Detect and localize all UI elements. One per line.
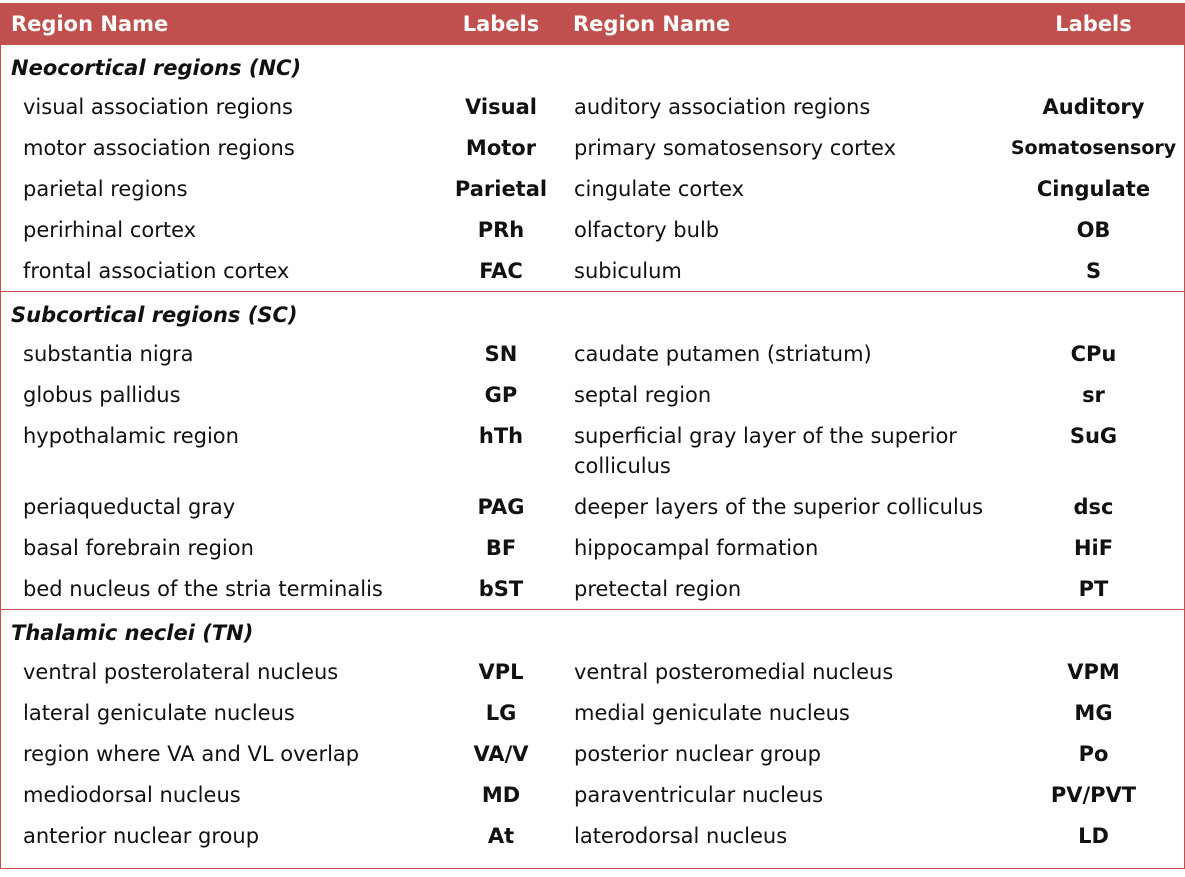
table-row <box>0 815 1185 856</box>
region-label-right: Po <box>1078 742 1109 766</box>
section-row <box>0 292 1185 334</box>
region-name-left: perirhinal cortex <box>23 218 197 242</box>
header-region-name-right: Region Name <box>562 3 1002 45</box>
region-label-right: OB <box>1076 218 1111 242</box>
region-label-left: FAC <box>479 259 523 283</box>
region-label-left: BF <box>485 536 517 560</box>
header-labels-right: Labels <box>1002 3 1185 45</box>
region-label-right: dsc <box>1073 495 1114 519</box>
region-label-right: VPM <box>1067 660 1120 684</box>
region-name-right: primary somatosensory cortex <box>574 136 896 160</box>
header-row <box>0 3 1185 45</box>
region-label-right: MG <box>1074 701 1113 725</box>
region-name-right: subiculum <box>574 259 682 283</box>
header-labels-left: Labels <box>440 3 562 45</box>
region-label-left: Parietal <box>454 177 548 201</box>
region-table-container <box>0 3 1185 856</box>
region-name-right: olfactory bulb <box>574 218 720 242</box>
region-name-right: deeper layers of the superior colliculus <box>574 495 984 519</box>
section-title: Neocortical regions (NC) <box>11 56 302 80</box>
region-name-right: paraventricular nucleus <box>574 783 824 807</box>
region-name-right: septal region <box>574 383 712 407</box>
section-row <box>0 45 1185 86</box>
region-label-right: sr <box>1082 383 1105 407</box>
region-name-left: hypothalamic region <box>23 424 239 448</box>
region-name-left: globus pallidus <box>23 383 181 407</box>
region-label-left: Visual <box>465 95 537 119</box>
table-row <box>0 527 1185 568</box>
table-row <box>0 374 1185 415</box>
table-row <box>0 692 1185 733</box>
table-row <box>0 486 1185 527</box>
table-row <box>0 250 1185 292</box>
region-name-right: pretectal region <box>574 577 742 601</box>
region-name-left: frontal association cortex <box>23 259 290 283</box>
table-row <box>0 774 1185 815</box>
region-label-right: Cingulate <box>1036 177 1151 201</box>
table-row <box>0 568 1185 610</box>
region-label-left: bST <box>478 577 524 601</box>
table-row <box>0 733 1185 774</box>
region-label-left: At <box>487 824 515 848</box>
region-name-right: ventral posteromedial nucleus <box>574 660 894 684</box>
region-label-right: Auditory <box>1042 95 1145 119</box>
region-label-right: PV/PVT <box>1050 783 1137 807</box>
region-label-left: PRh <box>477 218 525 242</box>
table-row <box>0 86 1185 127</box>
table-header <box>0 3 1185 45</box>
region-name-right: caudate putamen (striatum) <box>574 342 872 366</box>
table-row <box>0 651 1185 692</box>
region-name-left: basal forebrain region <box>23 536 254 560</box>
region-name-left: periaqueductal gray <box>23 495 236 519</box>
region-label-right: Somatosensory <box>1010 137 1177 159</box>
region-name-left: parietal regions <box>23 177 188 201</box>
region-name-right: auditory association regions <box>574 95 871 119</box>
region-label-left: SN <box>484 342 518 366</box>
region-label-left: LG <box>485 701 517 725</box>
region-label-right: CPu <box>1070 342 1117 366</box>
region-label-left: VA/V <box>473 742 529 766</box>
region-name-left: ventral posterolateral nucleus <box>23 660 339 684</box>
region-label-right: PT <box>1078 577 1109 601</box>
table-row <box>0 415 1185 486</box>
region-name-left: mediodorsal nucleus <box>23 783 241 807</box>
region-label-left: VPL <box>478 660 524 684</box>
region-name-left: visual association regions <box>23 95 293 119</box>
region-name-left: lateral geniculate nucleus <box>23 701 295 725</box>
header-region-name-left: Region Name <box>0 3 440 45</box>
region-label-right: HiF <box>1073 536 1114 560</box>
section-row <box>0 610 1185 652</box>
section-title: Thalamic neclei (TN) <box>0 610 1185 652</box>
region-name-right: medial geniculate nucleus <box>574 701 850 725</box>
region-name-right: laterodorsal nucleus <box>574 824 788 848</box>
region-label-table <box>0 3 1185 856</box>
table-row <box>0 127 1185 168</box>
region-name-left: bed nucleus of the stria terminalis <box>23 577 383 601</box>
table-body <box>0 45 1185 856</box>
region-name-right: hippocampal formation <box>574 536 819 560</box>
region-name-left: motor association regions <box>23 136 295 160</box>
region-label-right: LD <box>1078 824 1109 848</box>
region-label-left: GP <box>484 383 518 407</box>
table-row <box>0 209 1185 250</box>
region-name-left: substantia nigra <box>23 342 194 366</box>
region-label-left: MD <box>481 783 521 807</box>
table-row <box>0 333 1185 374</box>
region-name-left: region where VA and VL overlap <box>23 742 360 766</box>
region-label-left: Motor <box>465 136 537 160</box>
region-name-left: anterior nuclear group <box>23 824 260 848</box>
region-name-right: superficial gray layer of the superior colliculus <box>574 424 957 478</box>
region-label-right: SuG <box>1069 424 1118 448</box>
table-row <box>0 168 1185 209</box>
section-title: Subcortical regions (SC) <box>0 292 1185 334</box>
region-label-left: hTh <box>478 424 524 448</box>
region-label-right: S <box>1085 259 1102 283</box>
region-name-right: cingulate cortex <box>574 177 745 201</box>
region-name-right: posterior nuclear group <box>574 742 821 766</box>
region-label-left: PAG <box>477 495 525 519</box>
